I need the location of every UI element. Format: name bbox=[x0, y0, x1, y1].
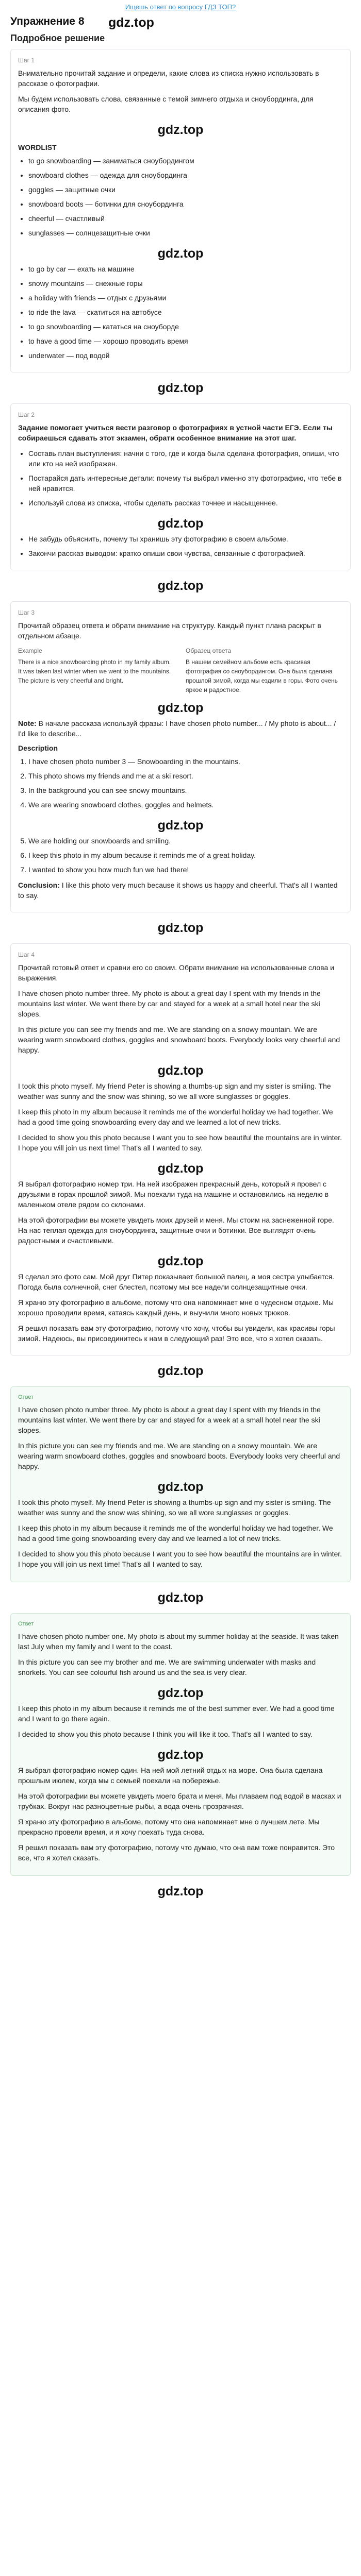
step1-card bbox=[10, 49, 351, 372]
top-link[interactable]: Ищешь ответ по вопросу ГДЗ ТОП? bbox=[125, 3, 236, 11]
watermark: gdz.top bbox=[157, 701, 204, 715]
answer-paragraph: I decided to show you this photo because I want you to see how beautiful the mountains are in winter. I hope you will join us next time! That's all I wanted to say. bbox=[18, 1550, 342, 1568]
list-item: 1. I have chosen photo number 3 — Snowboarding in the mountains. bbox=[28, 756, 343, 767]
list-item: • goggles — защитные очки bbox=[28, 184, 343, 195]
step2-intro: Задание помогает учиться вести разговор о фотографиях в устной части ЕГЭ. Если ты собираешься сдавать этот экзамен, обрати особенное внимание на этот шаг. bbox=[18, 423, 333, 442]
model-right bbox=[186, 646, 343, 694]
description-list bbox=[18, 756, 343, 810]
list-item: 4. We are wearing snowboard clothes, goggles and helmets. bbox=[28, 800, 343, 810]
answer-paragraph: In this picture you can see my friends and me. We are standing on a snowy mountain. We are wearing warm snowboard clothes, goggles and snowboard boots. Everybody looks very cheerful and happy. bbox=[18, 1442, 340, 1470]
model-header-left: Example bbox=[18, 647, 42, 654]
watermark: gdz.top bbox=[157, 818, 204, 833]
watermark: gdz.top bbox=[157, 246, 204, 261]
watermark: gdz.top bbox=[157, 516, 204, 531]
list-item: 5. We are holding our snowboards and smiling. bbox=[28, 836, 343, 846]
wordlist bbox=[18, 156, 343, 238]
list-item: • underwater — под водой bbox=[28, 350, 343, 361]
answer-paragraph: I took this photo myself. My friend Peter is showing a thumbs-up sign and my sister is smiling. The weather was sunny and the snow was shining, so we all wore sunglasses or goggles. bbox=[18, 1082, 331, 1100]
watermark: gdz.top bbox=[157, 1364, 204, 1378]
watermark: gdz.top bbox=[157, 1686, 204, 1700]
solution-header: Подробное решение bbox=[10, 33, 105, 43]
note-label: Note: bbox=[18, 719, 37, 727]
conclusion-text: I like this photo very much because it shows us happy and cheerful. That's all I wanted to say. bbox=[18, 881, 338, 900]
watermark: gdz.top bbox=[157, 1884, 204, 1899]
step3-card bbox=[10, 601, 351, 912]
answer-paragraph: I keep this photo in my album because it reminds me of the best summer ever. We had a good time and I want to go there again. bbox=[18, 1704, 335, 1723]
step2-points-continued bbox=[18, 534, 343, 558]
step1-label: Шаг 1 bbox=[18, 57, 35, 64]
list-item: • snowboard clothes — одежда для сноубординга bbox=[28, 170, 343, 180]
list-item: • snowy mountains — снежные горы bbox=[28, 278, 343, 289]
step4-text: Прочитай готовый ответ и сравни его со своим. Обрати внимание на использованные слова и выражения. bbox=[18, 963, 334, 982]
step2-card bbox=[10, 403, 351, 570]
answer-paragraph: I have chosen photo number three. My photo is about a great day I spent with my friends in the mountains last winter. We went there by car and stayed for a week at a small hotel near the ski slopes. bbox=[18, 989, 321, 1018]
list-item: • to go by car — ехать на машине bbox=[28, 264, 343, 274]
exercise-title: Упражнение 8 bbox=[10, 15, 85, 27]
conclusion-label: Conclusion: bbox=[18, 881, 60, 889]
answer-card bbox=[10, 1613, 351, 1876]
list-item: 3. In the background you can see snowy mountains. bbox=[28, 785, 343, 795]
answer-tag: Ответ bbox=[18, 1621, 34, 1627]
answer-paragraph: I decided to show you this photo because I want you to see how beautiful the mountains are in winter. I hope you will join us next time! That's all I wanted to say. bbox=[18, 1133, 342, 1152]
watermark: gdz.top bbox=[157, 1063, 204, 1078]
list-item: • Закончи рассказ выводом: кратко опиши свои чувства, связанные с фотографией. bbox=[28, 548, 343, 558]
model-left-text: There is a nice snowboarding photo in my family album. It was taken last winter when we went to the mountains. The picture is very cheerful and bright. bbox=[18, 658, 171, 684]
answer-paragraph-ru: Я решил показать вам эту фотографию, потому что думаю, что она вам тоже понравится. Это все, что я хотел сказать. bbox=[18, 1843, 335, 1862]
watermark: gdz.top bbox=[157, 1480, 204, 1494]
answer-paragraph-ru: Я выбрал фотографию номер один. На ней мой летний отдых на море. Она была сделана прошлым июлем, когда мы с семьей поехали на побережье. bbox=[18, 1766, 323, 1785]
watermark: gdz.top bbox=[157, 1161, 204, 1176]
watermark: gdz.top bbox=[157, 123, 204, 137]
watermark: gdz.top bbox=[108, 15, 154, 30]
list-item: • Не забудь объяснить, почему ты хранишь эту фотографию в своем альбоме. bbox=[28, 534, 343, 544]
answer-paragraph-ru: На этой фотографии вы можете увидеть моих друзей и меня. Мы стоим на заснеженной горе. На нас теплая одежда для сноубординга, защитные очки и ботинки. Все выглядят очень радостными и счастливыми. bbox=[18, 1216, 334, 1245]
list-item: • to have a good time — хорошо проводить время bbox=[28, 336, 343, 346]
list-item: • to go snowboarding — заниматься сноубордингом bbox=[28, 156, 343, 166]
list-item: • a holiday with friends — отдых с друзьями bbox=[28, 293, 343, 303]
step4-card bbox=[10, 943, 351, 1355]
model-left bbox=[18, 646, 175, 694]
answer-paragraph: I took this photo myself. My friend Peter is showing a thumbs-up sign and my sister is smiling. The weather was sunny and the snow was shining, so we all wore sunglasses or goggles. bbox=[18, 1498, 331, 1517]
conclusion bbox=[18, 880, 343, 901]
list-item: • cheerful — счастливый bbox=[28, 213, 343, 224]
note bbox=[18, 718, 343, 739]
answer-paragraph: I keep this photo in my album because it reminds me of the wonderful holiday we had together. We had a good time going snowboarding every day and we learned a lot of new tricks. bbox=[18, 1524, 333, 1543]
wordlist-continued bbox=[18, 264, 343, 361]
list-item: • to go snowboarding — кататься на сноуборде bbox=[28, 321, 343, 332]
model-right-text: В нашем семейном альбоме есть красивая фотография со сноубордингом. Она была сделана прошлой зимой, когда мы ездили в горы. Фото очень яркое и радостное. bbox=[186, 658, 338, 693]
step2-points bbox=[18, 448, 343, 508]
answer-paragraph-ru: Я сделал это фото сам. Мой друг Питер показывает большой палец, а моя сестра улыбается. Погода была солнечной, снег блестел, поэтому мы все надели солнцезащитные очки. bbox=[18, 1273, 335, 1291]
answer-paragraph-ru: Я храню эту фотографию в альбоме, потому что она напоминает мне о чудесном отдыхе. Мы хорошо проводили время, катаясь каждый день, и выучили много новых трюков. bbox=[18, 1298, 334, 1317]
watermark: gdz.top bbox=[157, 1590, 204, 1605]
description-list-continued bbox=[18, 836, 343, 875]
step4-label: Шаг 4 bbox=[18, 951, 35, 958]
answer-paragraph-ru: Я выбрал фотографию номер три. На ней изображен прекрасный день, который я провел с друзьями в горах прошлой зимой. Мы поехали туда на машине и остановились на неделю в маленьком отеле рядом со склонами. bbox=[18, 1180, 329, 1209]
answer-paragraph: I have chosen photo number three. My photo is about a great day I spent with my friends in the mountains last winter. We went there by car and stayed for a week at a small hotel near the ski slopes. bbox=[18, 1405, 321, 1434]
answer-paragraph: I keep this photo in my album because it reminds me of the wonderful holiday we had together. We had a good time going snowboarding every day and we learned a lot of new tricks. bbox=[18, 1108, 333, 1126]
answer-paragraph: In this picture you can see my brother and me. We are swimming underwater with masks and snorkels. You can see colourful fish around us and the sea is very clear. bbox=[18, 1658, 316, 1676]
model-columns bbox=[18, 646, 343, 694]
answer-tag: Ответ bbox=[18, 1394, 34, 1400]
answer-paragraph: I have chosen photo number one. My photo is about my summer holiday at the seaside. It was taken last July when my family and I went to the coast. bbox=[18, 1632, 339, 1651]
list-item: • Составь план выступления: начни с того, где и когда была сделана фотография, опиши, что или кто на ней изображен. bbox=[28, 448, 343, 469]
list-item: 7. I wanted to show you how much fun we had there! bbox=[28, 865, 343, 875]
step2-label: Шаг 2 bbox=[18, 411, 35, 418]
step3-text: Прочитай образец ответа и обрати внимание на структуру. Каждый пункт плана раскрыт в отдельном абзаце. bbox=[18, 621, 321, 640]
answer-paragraph-ru: Я храню эту фотографию в альбоме, потому что она напоминает мне о лучшем лете. Мы прекрасно провели время, и я хочу поехать туда снова. bbox=[18, 1818, 320, 1836]
answer-card bbox=[10, 1386, 351, 1582]
step1-text: Внимательно прочитай задание и определи, какие слова из списка нужно использовать в рассказе о фотографии. bbox=[18, 69, 319, 88]
watermark: gdz.top bbox=[157, 1254, 204, 1268]
watermark: gdz.top bbox=[157, 579, 204, 593]
wordlist-label: WORDLIST bbox=[18, 143, 57, 151]
watermark: gdz.top bbox=[157, 921, 204, 935]
note-text: В начале рассказа используй фразы: I have chosen photo number... / My photo is about... / I'd like to describe... bbox=[18, 719, 336, 738]
list-item: 6. I keep this photo in my album because it reminds me of a great holiday. bbox=[28, 850, 343, 860]
step3-label: Шаг 3 bbox=[18, 609, 35, 616]
list-item: • to ride the lava — скатиться на автобусе bbox=[28, 307, 343, 317]
model-header-right: Образец ответа bbox=[186, 647, 232, 654]
list-item: • Постарайся дать интересные детали: почему ты выбрал именно эту фотографию, что тебе в ней нравится. bbox=[28, 473, 343, 494]
answer-paragraph-ru: На этой фотографии вы можете увидеть моего брата и меня. Мы плаваем под водой в масках и трубках. Вокруг нас разноцветные рыбы, а вода очень прозрачная. bbox=[18, 1792, 341, 1810]
watermark: gdz.top bbox=[157, 381, 204, 395]
list-item: • snowboard boots — ботинки для сноубординга bbox=[28, 199, 343, 209]
answer-paragraph: In this picture you can see my friends and me. We are standing on a snowy mountain. We are wearing warm snowboard clothes, goggles and snowboard boots. Everybody looks very cheerful and happy. bbox=[18, 1025, 340, 1054]
list-item: 2. This photo shows my friends and me at a ski resort. bbox=[28, 771, 343, 781]
answer-paragraph: I decided to show you this photo because I think you will like it too. That's all I wanted to say. bbox=[18, 1730, 313, 1738]
step1-list-head: Мы будем использовать слова, связанные с темой зимнего отдыха и сноубординга, для описания фото. bbox=[18, 95, 314, 113]
list-item: • Используй слова из списка, чтобы сделать рассказ точнее и насыщеннее. bbox=[28, 498, 343, 508]
answer-paragraph-ru: Я решил показать вам эту фотографию, потому что хочу, чтобы вы увидели, как красивы горы зимой. Надеюсь, вы присоединитесь к нам в следующий раз! Это все, что я хотел сказать. bbox=[18, 1324, 335, 1343]
page bbox=[10, 0, 351, 2576]
watermark: gdz.top bbox=[157, 1748, 204, 1762]
list-item: • sunglasses — солнцезащитные очки bbox=[28, 228, 343, 238]
description-label: Description bbox=[18, 744, 58, 752]
